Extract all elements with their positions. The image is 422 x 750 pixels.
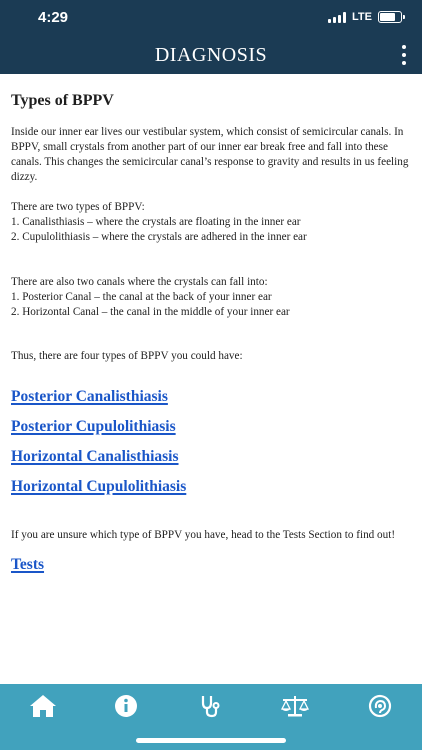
tab-home[interactable]	[23, 692, 63, 720]
battery-icon	[378, 11, 402, 23]
page-title: DIAGNOSIS	[154, 44, 268, 66]
network-label: LTE	[352, 11, 372, 23]
scale-icon	[279, 693, 311, 719]
list-item: 2. Cupulolithiasis – where the crystals are adhered in the inner ear	[11, 231, 307, 243]
unsure-text: If you are unsure which type of BPPV you have, head to the Tests Section to find out!	[11, 529, 396, 541]
list-item: 2. Horizontal Canal – the canal in the middle of your inner ear	[11, 306, 290, 318]
four-types-text: Thus, there are four types of BPPV you could have:	[11, 350, 243, 362]
link-posterior-canalisthiasis[interactable]: Posterior Canalisthiasis	[11, 388, 168, 405]
list-item: 1. Canalisthiasis – where the crystals are floating in the inner ear	[11, 216, 301, 228]
tab-stethoscope[interactable]	[190, 692, 230, 720]
two-canals-lead: There are also two canals where the crystals can fall into:	[11, 276, 268, 288]
nav-bar	[0, 36, 422, 74]
signal-icon	[328, 12, 346, 23]
link-horizontal-canalisthiasis[interactable]: Horizontal Canalisthiasis	[11, 448, 179, 465]
link-posterior-cupulolithiasis[interactable]: Posterior Cupulolithiasis	[11, 418, 176, 435]
status-indicators	[328, 11, 402, 23]
status-bar	[0, 0, 422, 36]
status-time: 4:29	[38, 9, 69, 26]
stethoscope-icon	[197, 693, 223, 719]
intro-paragraph: Inside our inner ear lives our vestibular system, which consist of semicircular canals. In BPPV, small crystals from another part of our inner ear break free and fall into these canals. This changes the semicircular canal’s response to gravity and results in us feeling dizzy.	[11, 126, 409, 183]
list-item: 1. Posterior Canal – the canal at the back of your inner ear	[11, 291, 272, 303]
main-content	[11, 92, 411, 574]
section-heading: Types of BPPV	[11, 92, 114, 109]
link-tests[interactable]: Tests	[11, 556, 45, 573]
vertical-dots-icon[interactable]	[400, 45, 408, 65]
tab-info[interactable]	[106, 692, 146, 720]
ear-icon	[367, 693, 393, 719]
tab-ear[interactable]	[360, 692, 400, 720]
two-types-lead: There are two types of BPPV:	[11, 201, 145, 213]
link-horizontal-cupulolithiasis[interactable]: Horizontal Cupulolithiasis	[11, 478, 187, 495]
home-icon	[28, 693, 58, 719]
tab-scale[interactable]	[275, 692, 315, 720]
home-indicator[interactable]	[136, 738, 286, 743]
info-icon	[113, 693, 139, 719]
